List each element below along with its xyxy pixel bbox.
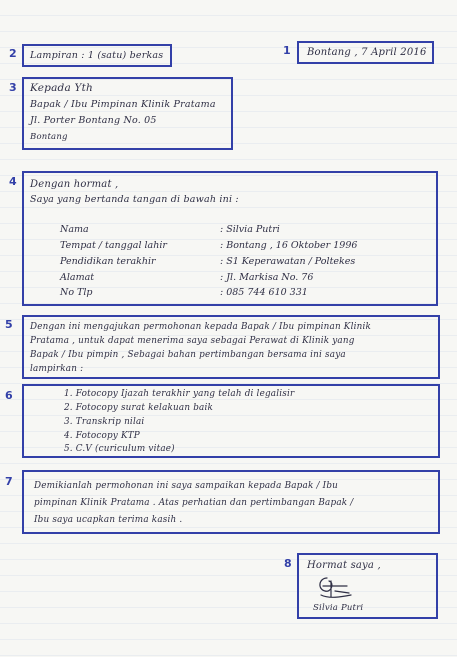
date-text: Bontang , 7 April 2016: [307, 47, 427, 58]
attachment-item-5: 5. C.V (curiculum vitae): [64, 444, 175, 454]
field-value-education: : S1 Keperawatan / Poltekes: [220, 256, 356, 267]
request-line-3: Bapak / Ibu pimpin , Sebagai bahan pertimbangan bersama ini saya: [30, 350, 346, 360]
request-line-1: Dengan ini mengajukan permohonan kepada Bapak / Ibu pimpinan Klinik: [30, 322, 372, 332]
greeting: Dengan hormat ,: [30, 179, 119, 190]
request-line-2: Pratama , untuk dapat menerima saya sebagai Perawat di Klinik yang: [30, 336, 355, 346]
marker-5: 5: [5, 318, 13, 331]
marker-6: 6: [5, 389, 13, 402]
signature-salutation: Hormat saya ,: [307, 560, 381, 571]
marker-2: 2: [9, 47, 17, 60]
attachment-item-4: 4. Fotocopy KTP: [64, 431, 140, 441]
date-box: [297, 41, 434, 64]
closing-line-2: pimpinan Klinik Pratama . Atas perhatian dan pertimbangan Bapak /: [34, 498, 354, 508]
recipient-box: [22, 77, 233, 150]
attachments-box: [22, 384, 440, 458]
signature-box: [297, 553, 438, 619]
marker-4: 4: [9, 175, 17, 188]
field-label-name: Nama: [60, 224, 89, 235]
request-box: [22, 315, 440, 379]
field-label-birth: Tempat / tanggal lahir: [60, 240, 167, 251]
field-label-phone: No Tlp: [60, 287, 93, 298]
field-value-address: : Jl. Markisa No. 76: [220, 272, 314, 283]
identity-box: [22, 171, 438, 306]
attachment-item-2: 2. Fotocopy surat kelakuan baik: [64, 403, 214, 413]
attachment-item-1: 1. Fotocopy Ijazah terakhir yang telah di legalisir: [64, 389, 295, 399]
field-value-name: : Silvia Putri: [220, 224, 280, 235]
marker-1: 1: [283, 44, 291, 57]
closing-line-1: Demikianlah permohonan ini saya sampaikan kepada Bapak / Ibu: [34, 481, 339, 491]
handwritten-signature: [313, 575, 355, 601]
identity-intro: Saya yang bertanda tangan di bawah ini :: [30, 194, 239, 205]
recipient-line-2: Bapak / Ibu Pimpinan Klinik Pratama: [30, 99, 216, 110]
request-line-4: lampirkan :: [30, 364, 84, 374]
closing-line-3: Ibu saya ucapkan terima kasih .: [34, 515, 183, 525]
attachment-text: Lampiran : 1 (satu) berkas: [30, 50, 164, 61]
recipient-line-1: Kepada Yth: [30, 82, 93, 94]
signature-name: Silvia Putri: [313, 603, 364, 613]
recipient-line-3: Jl. Porter Bontang No. 05: [30, 115, 157, 126]
field-label-education: Pendidikan terakhir: [60, 256, 156, 267]
closing-box: [22, 470, 440, 534]
recipient-line-4: Bontang: [30, 132, 68, 142]
field-value-phone: : 085 744 610 331: [220, 287, 308, 298]
attachment-item-3: 3. Transkrip nilai: [64, 417, 145, 427]
marker-3: 3: [9, 81, 17, 94]
attachment-box: [22, 44, 172, 67]
field-label-address: Alamat: [60, 272, 95, 283]
marker-7: 7: [5, 475, 13, 488]
marker-8: 8: [284, 557, 292, 570]
field-value-birth: : Bontang , 16 Oktober 1996: [220, 240, 358, 251]
